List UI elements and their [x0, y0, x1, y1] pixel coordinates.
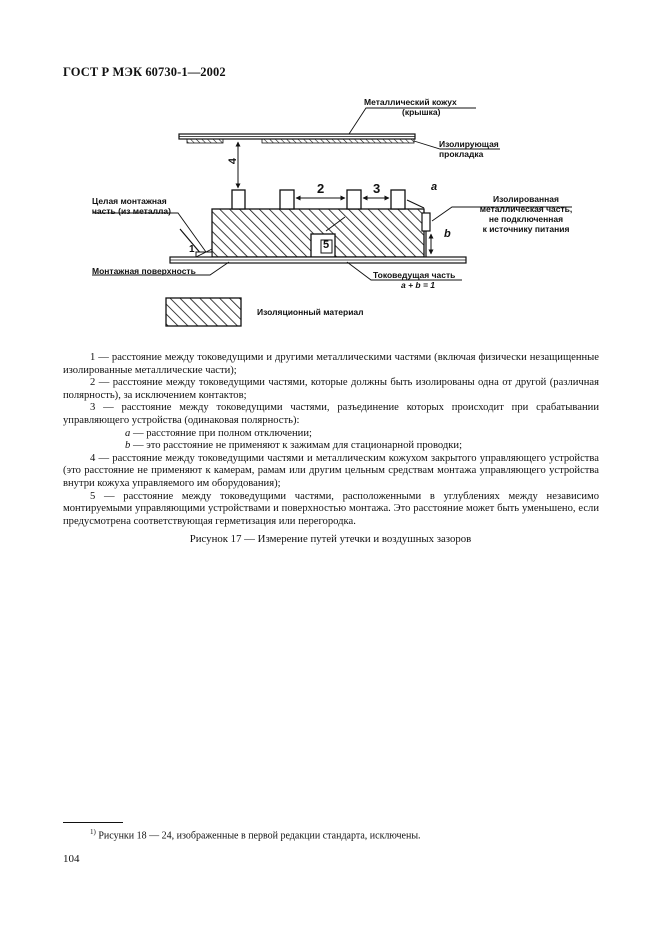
- legend-swatch: [166, 298, 241, 326]
- paragraph-3b-text: — это расстояние не применяют к зажимам для стационарной проводки;: [130, 440, 463, 452]
- paragraph-4: 4 — расстояние между токоведущими частями и металлическим кожухом закрытого управляющего устройства (это расстояние не применяют к камерам, рамам или другим цельным средствам монтажа управляющего устройства внутри кожуха управляемого им оборудования);: [63, 452, 599, 489]
- dim-label-a: a: [431, 181, 438, 193]
- label-mounting-part: [92, 196, 171, 216]
- paragraph-1: 1 — расстояние между токоведущими и другими металлическими частями (включая физически незащищенные изолированные металлические части);: [63, 352, 599, 376]
- metal-cover: [179, 134, 415, 139]
- paragraph-2: 2 — расстояние между токоведущими частями, которые должны быть изолированы одна от другой (различная полярность), за исключением контактов;: [63, 377, 599, 401]
- label-metal-cover-line1: Металлический кожух: [364, 97, 457, 107]
- figure-description: [63, 352, 599, 528]
- label-isolated-line1: Изолированная: [493, 194, 559, 204]
- dim-label-3: 3: [373, 181, 381, 196]
- mounting-surface: [170, 257, 466, 263]
- page-number: 104: [63, 853, 80, 865]
- paragraph-3: 3 — расстояние между токоведущими частями, разъединение которых происходит при срабатывании управляющего устройства (одинаковая полярность):: [63, 402, 599, 426]
- label-mounting-surface: Монтажная поверхность: [92, 266, 196, 276]
- figure-17: [0, 0, 661, 340]
- label-isolated-line4: к источнику питания: [482, 224, 570, 234]
- label-insulating-gasket: [439, 139, 499, 159]
- paragraph-3a: [63, 428, 599, 441]
- footnote-mark: 1): [90, 828, 96, 836]
- label-gasket-line1: Изолирующая: [439, 139, 499, 149]
- footnote-text: Рисунки 18 — 24, изображенные в первой редакции стандарта, исключены.: [95, 830, 421, 842]
- label-isolated-metal-part: [478, 194, 574, 234]
- label-isolated-line2: металлическая часть,: [479, 204, 573, 214]
- label-legend: Изоляционный материал: [257, 307, 364, 317]
- label-metal-cover-line2: (крышка): [402, 107, 441, 117]
- label-mounting-part-line1: Целая монтажная: [92, 196, 167, 206]
- dim-label-2: 2: [317, 181, 325, 196]
- paragraph-3b: [63, 440, 599, 453]
- paragraph-5: 5 — расстояние между токоведущими частями, расположенными в углублениях между независимо монтируемыми управляющими устройствами и поверхностью монтажа. Это расстояние может быть уменьшено, если предусмотрена соответствующая герметизация или перегородка.: [63, 490, 599, 527]
- label-gasket-line2: прокладка: [439, 149, 484, 159]
- figure-caption: Рисунок 17 — Измерение путей утечки и воздушных зазоров: [189, 533, 472, 545]
- footnote: [90, 828, 421, 841]
- dim-label-b: b: [444, 228, 451, 240]
- insulating-gasket: [187, 139, 414, 143]
- label-mounting-part-line2: часть (из металла): [92, 206, 171, 216]
- dim-label-5: 5: [323, 239, 330, 251]
- label-isolated-line3: не подключенная: [488, 214, 564, 224]
- label-formula: a + b = 1: [401, 280, 436, 290]
- dim-label-1: 1: [189, 244, 195, 255]
- footnote-separator: [63, 822, 123, 823]
- label-metal-cover: [364, 97, 457, 117]
- document-header: ГОСТ Р МЭК 60730-1—2002: [63, 65, 226, 79]
- paragraph-3a-letter: a: [125, 427, 131, 439]
- paragraph-3b-letter: b: [125, 440, 131, 452]
- label-live-part-text: Токоведущая часть: [373, 270, 456, 280]
- paragraph-3a-text: — расстояние при полном отключении;: [130, 427, 312, 439]
- mounting-metal-part: [180, 229, 212, 257]
- dim-label-4: 4: [227, 157, 240, 165]
- figure-drawing: [0, 0, 661, 340]
- label-live-part: [373, 270, 455, 290]
